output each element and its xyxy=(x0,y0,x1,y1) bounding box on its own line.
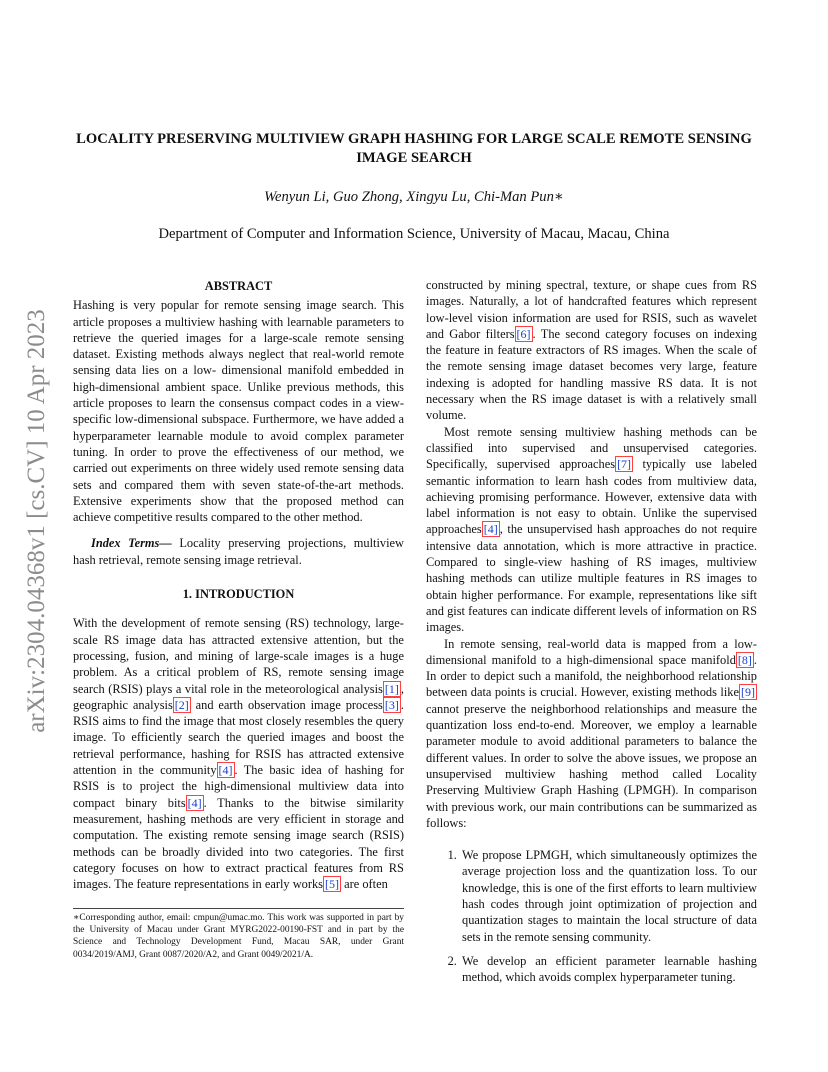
affiliation: Department of Computer and Information Science, University of Macau, Macau, China xyxy=(158,226,670,242)
contribution-list xyxy=(426,847,757,985)
abstract-heading: ABSTRACT xyxy=(204,279,273,293)
contribution-item: 1. We propose LPMGH, which simultaneously optimizes the average projection loss and the quantization loss. To our knowledge, this is one of the first efforts to learn multiview hash codes through joint optimization of projection and quantization stages to maintain the local structure of data sets in the remote sensing community. xyxy=(460,847,757,945)
abstract-text: Hashing is very popular for remote sensing image search. This article proposes a multiview hashing with learnable parameters to retrieve the queried images for a large-scale remote sensing dataset. Existing methods always neglect that real-world remote sensing data lies on a low- dimensional manifold embedded in high-dimensional ambient space. Unlike previous methods, this article proposes to learn the consensus compact codes in a view-specific low-dimensional subspace. Furthermore, we have added a hyperparameter learnable module to avoid complex parameter tuning. In order to prove the effectiveness of our method, we carried out experiments on three widely used remote sensing data sets and compared them with seven state-of-the-art methods. Extensive experiments show that the proposed method can achieve competitive results compared to the other method. xyxy=(73,298,404,525)
intro-paragraph-1-continued: constructed by mining spectral, texture, or shape cues from RS images. Naturally, a lot of handcrafted features which represent low-level vision information are used for RSIS, such as wavelet and Gabor filters [6] . The second category focuses on indexing the feature in feature extractors of RS images. When the scale of the remote sensing image dataset becomes very large, feature indexing is adopted for handling massive RS data. It is not necessary when the RS image dataset is with a relatively small volume. xyxy=(426,278,758,423)
intro-paragraph-2: Most remote sensing multiview hashing methods can be classified into supervised and unsupervised categories. Specifically, supervised approaches [7] typically use labeled semantic information to learn hash codes from multiview data, achieving promising performance. However, extensive data with label information is not easy to obtain. Unlike the supervised approaches [4] , the unsupervised hash approaches do not require intensive data annotation, which is more attractive in practice. Compared to single-view hashing of RS images, multiview hashing methods can utilize multiple features in RS images to obtain higher performance. For example, representations like sift and gist features can indicate different levels of information on RS images. xyxy=(426,424,757,635)
paper-title: LOCALITY PRESERVING MULTIVIEW GRAPH HASHING FOR LARGE SCALE REMOTE SENSING IMAGE SEARCH xyxy=(76,131,752,166)
citation-link[interactable]: [8] xyxy=(737,652,752,667)
citation-link[interactable]: [7] xyxy=(617,457,632,472)
citation-link[interactable]: [6] xyxy=(516,326,531,341)
citation-link[interactable]: [4] xyxy=(218,763,233,778)
index-terms xyxy=(73,535,404,568)
index-terms-text: Locality preserving projections, multiview hash retrieval, remote sensing image retrieval. xyxy=(73,536,405,567)
arxiv-stamp xyxy=(17,286,57,756)
footnote: ∗Corresponding author, email: cmpun@umac.mo. This work was supported in part by the University of Macau under Grant MYRG2022-00190-FST and in part by the Science and Technology Development Fund, Macau SAR, under Grant 0034/2019/AMJ, Grant 0087/2020/A2, and Grant 0049/2021/A. xyxy=(73,908,404,961)
arxiv-id: arXiv:2304.04368v1 [cs.CV] 10 Apr 2023 xyxy=(23,309,51,733)
right-column xyxy=(426,277,757,993)
index-terms-label: Index Terms— xyxy=(91,536,172,551)
citation-link[interactable]: [5] xyxy=(325,877,339,892)
intro-paragraph-3: In remote sensing, real-world data is mapped from a low-dimensional manifold to a high-dimensional space manifold [8] . In order to depict such a manifold, the neighborhood relationship between data points is crucial. However, existing methods like [9] cannot preserve the neighborhood relationships and measure the quantization loss end-to-end. Moreover, we employ a learnable parameter module to avoid additional parameters to balance the different values. In order to solve the above issues, we propose an unsupervised multiview hashing method called Locality Preserving Multiview Graph Hashing (LPMGH). In comparison with previous work, our main contributions can be summarized as follows: xyxy=(426,636,757,830)
citation-link[interactable]: [9] xyxy=(741,685,755,700)
citation-link[interactable]: [1] xyxy=(384,681,399,696)
citation-link[interactable]: [3] xyxy=(384,697,399,712)
intro-heading: 1. INTRODUCTION xyxy=(182,587,295,602)
contribution-item: 2. We develop an efficient parameter learnable hashing method, which avoids complex hyperparameter tuning. xyxy=(460,953,757,986)
citation-link[interactable]: [4] xyxy=(483,522,498,537)
left-column xyxy=(73,278,404,892)
intro-paragraph-1: With the development of remote sensing (RS) technology, large-scale RS image data has attracted extensive attention, but the processing, fusion, and mining of large-scale images is a huge problem. As a critical problem of RS, remote sensing image search (RSIS) plays a vital role in the meteorological analysis [1] , geographic analysis [2] and earth observation image process [3] . RSIS aims to find the image that most closely resembles the query image. To efficiently search the queried images and boost the retrieval performance, hashing for RSIS has attracted extensive attention in the community [4] . The basic idea of hashing for RSIS is to project the high-dimensional multiview data into compact binary bits [4] . Thanks to the bitwise similarity measurement, hashing methods are very efficient in storage and computation. The existing remote sensing image search (RSIS) methods can be broadly divided into two categories. The first category focuses on how to extract practical features from RS images. The feature representations in early works [5] are often xyxy=(73,616,405,892)
citation-link[interactable]: [2] xyxy=(174,697,189,712)
citation-link[interactable]: [4] xyxy=(187,795,202,810)
author-list: Wenyun Li, Guo Zhong, Xingyu Lu, Chi-Man Pun∗ xyxy=(264,189,564,205)
